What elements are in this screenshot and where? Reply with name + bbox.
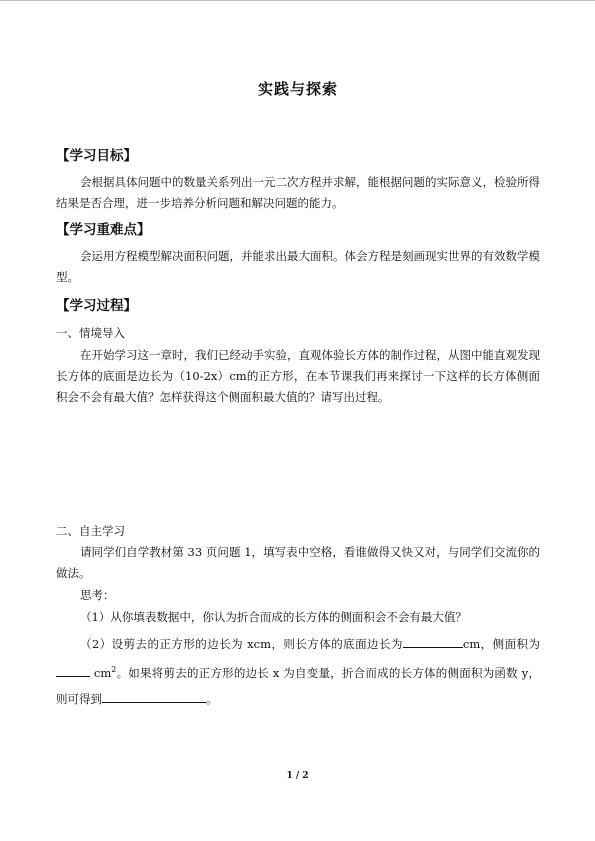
- page-number: 1 / 2: [286, 771, 309, 781]
- part1-title: 一、情境导入: [56, 326, 125, 340]
- page-title: 实践与探索: [257, 80, 338, 98]
- paragraph-key-points: 会运用方程模型解决面积问题，并能求出最大面积。体会方程是刻画现实世界的有效数学模型。: [56, 249, 540, 284]
- paragraph-part2: 请同学们自学教材第 33 页问题 1，填写表中空格，看谁做得又快又对，与同学们交流你的做法。: [56, 545, 540, 580]
- question-2: [56, 631, 540, 712]
- paragraph-part1: 在开始学习这一章时，我们已经动手实验，直观体验长方体的制作过程，从图中能直观发现长方体的底面是边长为（10-2x）cm的正方形，在本节课我们再来探讨一下这样的长方体侧面积会不会有最大值？怎样获得这个侧面积最大值的？请写出过程。: [56, 348, 540, 404]
- blank-function-expression[interactable]: [102, 690, 206, 703]
- question-2-text-f: 。: [206, 691, 218, 706]
- square-superscript: 2: [111, 665, 117, 674]
- heading-key-points: 【学习重难点】: [56, 222, 151, 238]
- blank-base-side-length[interactable]: [403, 635, 463, 648]
- blank-lateral-area[interactable]: [56, 664, 90, 677]
- paragraph-learning-goal: 会根据具体问题中的数量关系列出一元二次方程并求解，能根据问题的实际意义，检验所得结果是否合理，进一步培养分析问题和解决问题的能力。: [56, 175, 540, 210]
- question-2-text-c: cm: [93, 665, 112, 680]
- question-2-text-e: 到: [90, 691, 102, 706]
- question-2-text-d: 。如果将剪去的正方形的边长 x 为自变量，折合而成的长方体的侧面积为函数 y，则可得: [56, 665, 540, 706]
- heading-learning-process: 【学习过程】: [56, 298, 137, 314]
- heading-learning-goal: 【学习目标】: [56, 148, 137, 164]
- question-1: （1）从你填表数据中，你认为折合而成的长方体的侧面积会不会有最大值？: [80, 610, 467, 624]
- page-top-border: [0, 0, 595, 1]
- question-2-text-a: （2）设剪去的正方形的边长为 xcm，则长方体的底面边长为: [80, 637, 403, 651]
- think-label: 思考：: [80, 588, 115, 602]
- part2-title: 二、自主学习: [56, 524, 125, 538]
- question-2-text-b: cm，侧面积为: [462, 637, 540, 651]
